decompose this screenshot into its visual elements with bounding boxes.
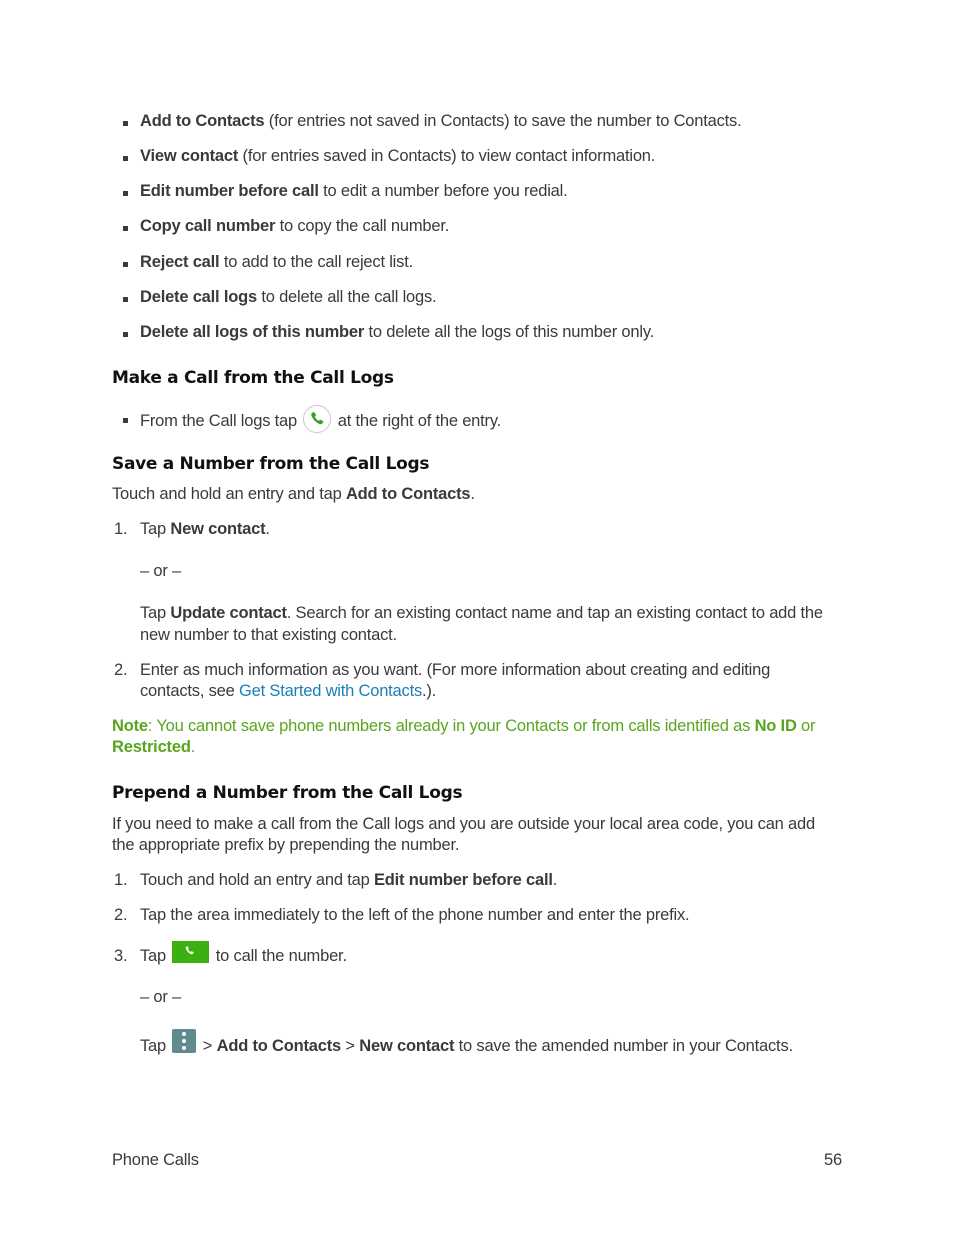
call-button-icon: [172, 941, 209, 963]
or-separator: – or –: [140, 988, 181, 1006]
step-text-part: Tap: [140, 520, 171, 538]
step-text: Enter as much information as you want. (For more information about creating and editing: [140, 661, 771, 679]
step-bold: Update contact: [170, 604, 287, 622]
section-heading-save-number: Save a Number from the Call Logs: [112, 454, 430, 474]
option-label: Delete all logs of this number: [140, 323, 365, 341]
option-label: View contact: [140, 147, 239, 165]
bullet-marker: [123, 262, 128, 267]
note: [112, 738, 195, 757]
option-description: (for entries saved in Contacts) to view contact information.: [238, 147, 656, 165]
separator-text: >: [202, 1037, 217, 1055]
step-number: 1.: [114, 871, 128, 889]
instruction-text: From the Call logs tap: [140, 412, 297, 430]
more-options-icon: [172, 1029, 196, 1053]
separator-text: >: [341, 1037, 360, 1055]
step-text: Tap the area immediately to the left of the phone number and enter the prefix.: [140, 906, 690, 924]
intro-bold: Add to Contacts: [345, 485, 471, 503]
step-number: 2.: [114, 906, 128, 924]
list-item: [140, 288, 436, 307]
option-label: Reject call: [140, 253, 220, 271]
bullet-marker: [123, 156, 128, 161]
step-bold: Edit number before call: [373, 871, 553, 889]
option-description: to delete all the logs of this number only.: [364, 323, 655, 341]
step-bold: New contact: [359, 1037, 455, 1055]
bullet-marker: [123, 332, 128, 337]
option-label: Add to Contacts: [140, 112, 265, 130]
step-text-part: . Search for an existing contact name and tap an existing contact to add the: [286, 604, 823, 622]
note: [112, 717, 815, 736]
step-text-part: contacts, see: [140, 682, 240, 700]
option-description: (for entries not saved in Contacts) to save the number to Contacts.: [264, 112, 742, 130]
get-started-contacts-link[interactable]: Get Started with Contacts: [239, 682, 423, 700]
bullet-marker: [123, 297, 128, 302]
step-text-part: Tap: [140, 947, 167, 965]
note-text: : You cannot save phone numbers already in your Contacts or from calls identified as: [147, 717, 755, 735]
bullet-marker: [123, 226, 128, 231]
list-item: [140, 217, 449, 236]
step-number: 2.: [114, 661, 128, 679]
list-item: [140, 253, 413, 272]
list-item: [140, 147, 655, 166]
note-label: Note: [112, 717, 148, 735]
step-text-part: .: [265, 520, 270, 538]
step-text: [140, 871, 557, 890]
option-label: Delete call logs: [140, 288, 257, 306]
option-description: to delete all the call logs.: [256, 288, 437, 306]
option-description: to edit a number before you redial.: [318, 182, 568, 200]
step-text: [140, 941, 347, 966]
note-text: or: [796, 717, 816, 735]
step-text: [140, 682, 436, 701]
step-alt-text: [140, 1029, 793, 1056]
step-bold: Add to Contacts: [216, 1037, 342, 1055]
step-text-part: to save the amended number in your Contacts.: [454, 1037, 793, 1055]
step-text-part: Tap: [140, 1037, 167, 1055]
note-bold: No ID: [754, 717, 797, 735]
option-label: Copy call number: [140, 217, 276, 235]
step-alt-text: [140, 604, 823, 623]
note-bold: Restricted: [112, 738, 191, 756]
option-description: to copy the call number.: [275, 217, 450, 235]
section-intro: the appropriate prefix by prepending the number.: [112, 836, 460, 854]
instruction-text: at the right of the entry.: [337, 412, 502, 430]
intro-text: Touch and hold an entry and tap: [112, 485, 346, 503]
step-bold: New contact: [170, 520, 266, 538]
bullet-marker: [123, 121, 128, 126]
note-text: .: [190, 738, 196, 756]
option-label: Edit number before call: [140, 182, 319, 200]
or-separator: – or –: [140, 562, 181, 580]
step-text-part: .: [552, 871, 558, 889]
list-item: [140, 323, 654, 342]
step-text-part: .).: [422, 682, 437, 700]
step-text-part: Tap: [140, 604, 171, 622]
bullet-marker: [123, 418, 128, 423]
section-intro: [112, 485, 475, 504]
section-intro: If you need to make a call from the Call logs and you are outside your local area code, you can add: [112, 815, 815, 833]
option-description: to add to the call reject list.: [219, 253, 413, 271]
list-item: [140, 112, 741, 131]
step-text-part: to call the number.: [215, 947, 347, 965]
bullet-marker: [123, 191, 128, 196]
page-number: 56: [824, 1151, 842, 1169]
step-alt-text: new number to that existing contact.: [140, 626, 397, 644]
step-number: 3.: [114, 947, 128, 965]
step-text-part: Touch and hold an entry and tap: [140, 871, 374, 889]
list-item: [140, 405, 501, 433]
step-number: 1.: [114, 520, 128, 538]
footer-section-title: Phone Calls: [112, 1151, 199, 1169]
phone-icon: [303, 405, 331, 433]
section-heading-make-call: Make a Call from the Call Logs: [112, 368, 394, 388]
intro-text: .: [470, 485, 475, 503]
list-item: [140, 182, 568, 201]
section-heading-prepend: Prepend a Number from the Call Logs: [112, 783, 463, 803]
step-text: [140, 520, 270, 539]
